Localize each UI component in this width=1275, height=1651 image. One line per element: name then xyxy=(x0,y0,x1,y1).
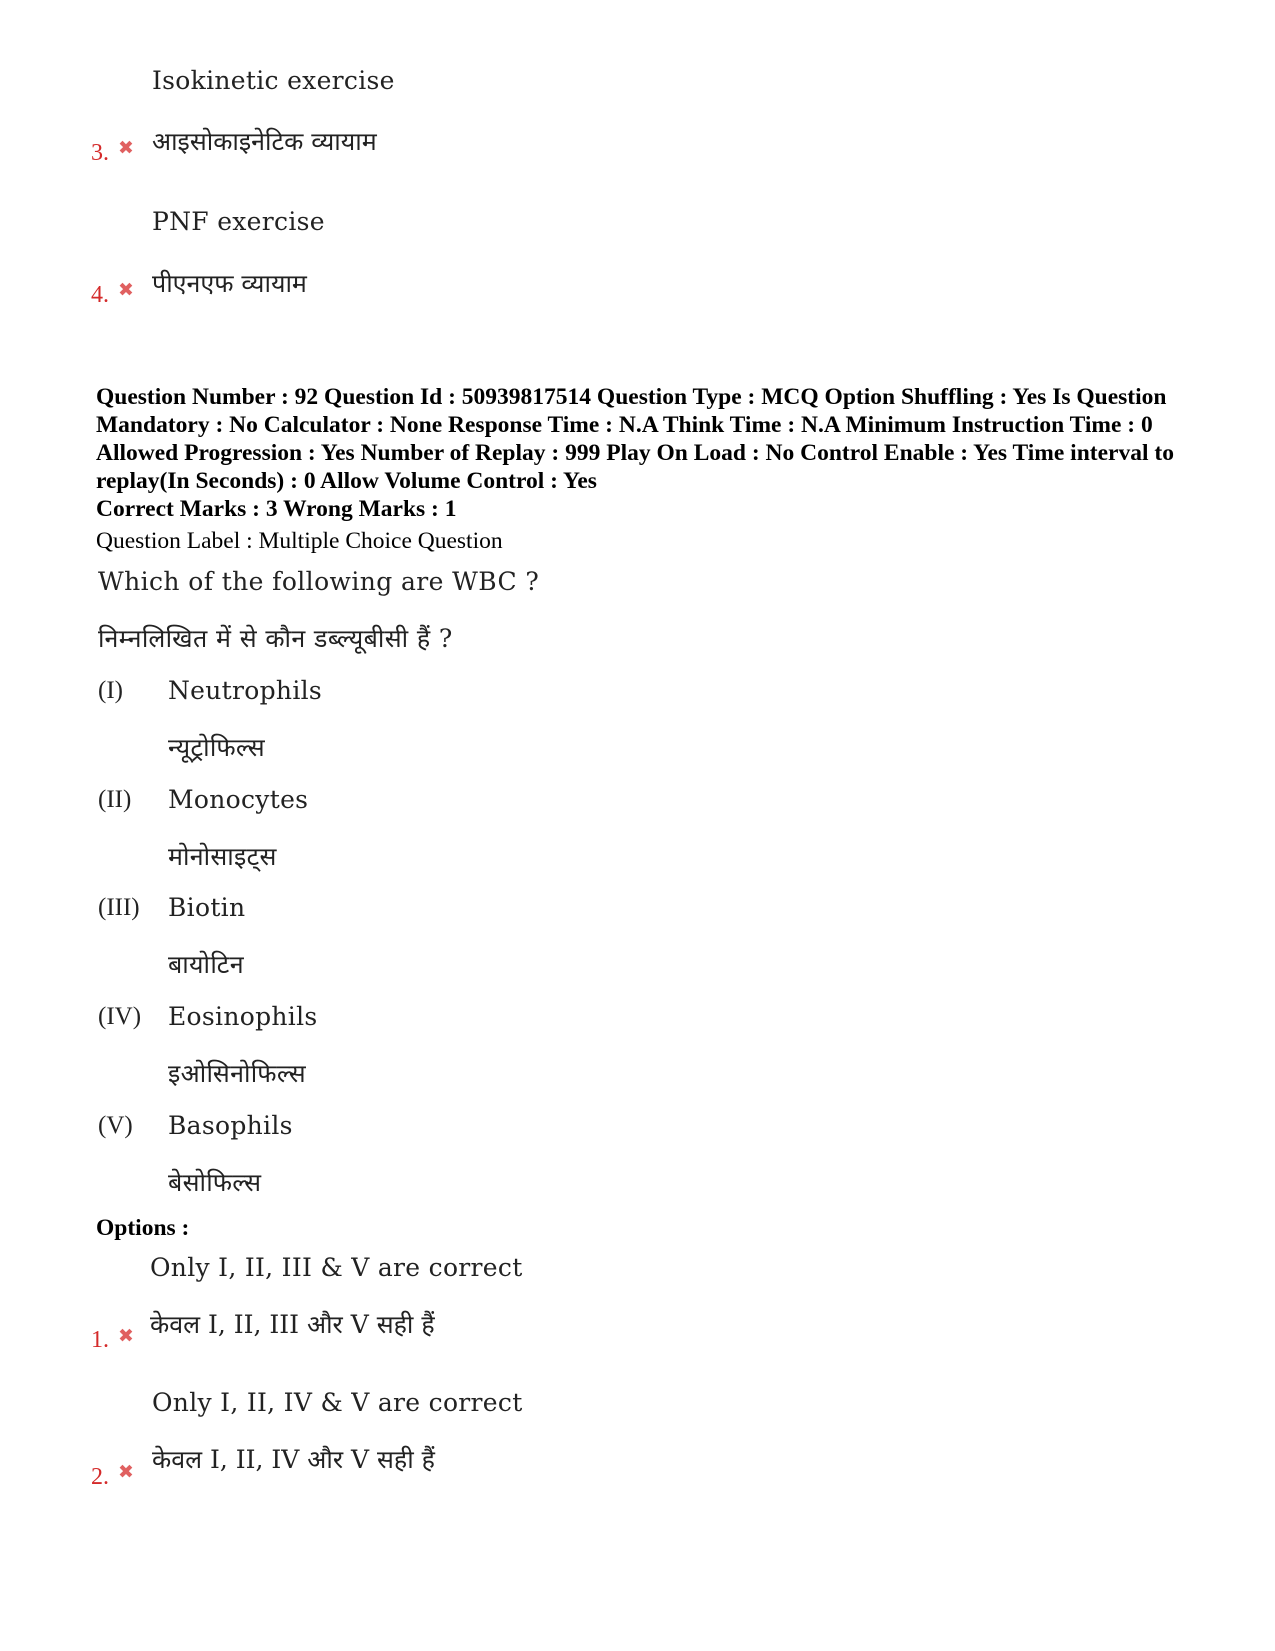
prev-option-4-hindi: पीएनएफ व्यायाम xyxy=(152,269,307,298)
item-2-hindi: मोनोसाइट्स xyxy=(168,842,277,871)
options-heading: Options : xyxy=(96,1215,190,1241)
question-stem-english: Which of the following are WBC ? xyxy=(98,567,540,596)
item-4-english: Eosinophils xyxy=(168,1002,318,1031)
item-1-english: Neutrophils xyxy=(168,676,323,705)
item-4-hindi: इओसिनोफिल्स xyxy=(168,1059,306,1088)
prev-option-4-number: 4. xyxy=(91,282,109,308)
item-5-hindi: बेसोफिल्स xyxy=(168,1168,262,1197)
option-2-english: Only I, II, IV & V are correct xyxy=(152,1388,523,1417)
prev-option-3-number: 3. xyxy=(91,140,109,166)
item-3-english: Biotin xyxy=(168,893,246,922)
question-label: Question Label : Multiple Choice Question xyxy=(96,528,503,554)
item-5-numeral: (V) xyxy=(98,1112,133,1139)
option-1-number: 1. xyxy=(91,1327,109,1353)
item-2-numeral: (II) xyxy=(98,786,132,813)
item-3-hindi: बायोटिन xyxy=(168,950,244,979)
item-1-numeral: (I) xyxy=(98,677,123,704)
question-marks: Correct Marks : 3 Wrong Marks : 1 xyxy=(96,496,457,522)
option-1-hindi: केवल I, II, III और V सही हैं xyxy=(150,1310,435,1339)
cross-icon: ✖ xyxy=(118,279,134,301)
question-metadata: Question Number : 92 Question Id : 50939817514 Question Type : MCQ Option Shuffling : Yes Is Question Mandatory : No Calculator : None Response Time : N.A Think Time : N.A Minimum Instruction Time : 0 Allowed Progression : Yes Number of Replay : 999 Play On Load : No Control Enable : Yes Time interval to replay(In Seconds) : 0 Allow Volume Control : Yes xyxy=(96,384,1174,494)
option-1-english: Only I, II, III & V are correct xyxy=(150,1253,523,1282)
item-1-hindi: न्यूट्रोफिल्स xyxy=(168,733,265,762)
question-stem-hindi: निम्नलिखित में से कौन डब्ल्यूबीसी हैं ? xyxy=(98,624,453,653)
prev-option-3-english: Isokinetic exercise xyxy=(152,66,395,95)
item-3-numeral: (III) xyxy=(98,894,140,921)
item-5-english: Basophils xyxy=(168,1111,293,1140)
cross-icon: ✖ xyxy=(118,1325,134,1347)
item-4-numeral: (IV) xyxy=(98,1003,142,1030)
prev-option-4-english: PNF exercise xyxy=(152,207,325,236)
prev-option-3-hindi: आइसोकाइनेटिक व्यायाम xyxy=(152,127,377,156)
cross-icon: ✖ xyxy=(118,1461,134,1483)
option-2-hindi: केवल I, II, IV और V सही हैं xyxy=(152,1445,435,1474)
cross-icon: ✖ xyxy=(118,137,134,159)
item-2-english: Monocytes xyxy=(168,785,309,814)
option-2-number: 2. xyxy=(91,1464,109,1490)
